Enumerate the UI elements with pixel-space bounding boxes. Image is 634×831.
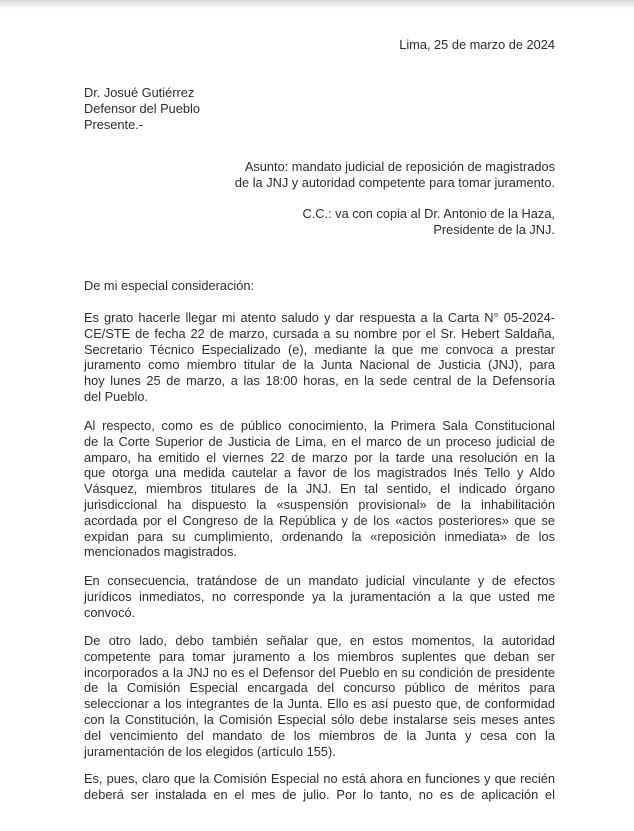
- text-line: C.C.: va con copia al Dr. Antonio de la Haza,: [302, 206, 555, 221]
- carbon-copy-block: [84, 206, 555, 238]
- text-line: jurisdiccional ha dispuesto la «suspensión provisional» de la inhabilitación: [84, 496, 555, 512]
- page-top-shadow: [0, 0, 634, 9]
- text-line: Asunto: mandato judicial de reposición de magistrados: [244, 159, 555, 174]
- text-line: seleccionar a los integrantes de la Junta. Ello es así puesto que, de conformidad: [84, 696, 555, 712]
- text-line: juramento como miembro titular de la Junta Nacional de Justicia (JNJ), para: [84, 357, 555, 373]
- text-line: Al respecto, como es de público conocimiento, la Primera Sala Constitucional: [84, 418, 555, 433]
- text-line: competente para tomar juramento a los miembros suplentes que deban ser: [84, 648, 555, 664]
- text-line: mencionados magistrados.: [84, 544, 237, 560]
- greeting-line: De mi especial consideración:: [84, 278, 254, 293]
- text-line: del vencimiento del mandato de los miembros de la Junta y cesa con la: [84, 727, 555, 743]
- paragraph-3: [84, 573, 555, 620]
- paragraph-1: [84, 310, 555, 405]
- text-line: acordada por el Congreso de la República y de los «actos posteriores» que se: [84, 512, 555, 528]
- recipient-title: Defensor del Pueblo: [84, 100, 200, 116]
- text-line: Es grato hacerle llegar mi atento saludo y dar respuesta a la Carta N° 05-2024-: [84, 310, 555, 325]
- text-line: Es, pues, claro que la Comisión Especial no está ahora en funciones y que recién: [84, 771, 555, 786]
- text-line: Vásquez, miembros titulares de la JNJ. En tal sentido, el indicado órgano: [84, 481, 555, 497]
- text-line: CE/STE de fecha 22 de marzo, cursada a su nombre por el Sr. Hebert Saldaña,: [84, 325, 555, 341]
- text-line: Secretario Técnico Especializado (e), mediante la que me convoca a prestar: [84, 341, 555, 357]
- text-line: juramentación de los elegidos (artículo 155).: [84, 743, 336, 759]
- text-line: que otorga una medida cautelar a favor de los magistrados Inés Tello y Aldo: [84, 465, 555, 481]
- text-line: hoy lunes 25 de marzo, a las 18:00 horas, en la sede central de la Defensoría: [84, 373, 555, 389]
- text-line: con la Constitución, la Comisión Especial sólo debe instalarse seis meses antes: [84, 711, 555, 727]
- text-line: del Pueblo.: [84, 388, 149, 404]
- text-line: de la Corte Superior de Justicia de Lima, en el marco de un proceso judicial de: [84, 433, 555, 449]
- text-line: En consecuencia, tratándose de un mandato judicial vinculante y de efectos: [84, 573, 555, 588]
- text-line: deberá ser instalada en el mes de julio. Por lo tanto, no es de aplicación el: [84, 786, 555, 802]
- text-line: convocó.: [84, 604, 136, 620]
- text-line: Presidente de la JNJ.: [433, 221, 555, 237]
- paragraph-2: [84, 418, 555, 560]
- paragraph-4: [84, 633, 555, 759]
- text-line: jurídicos inmediatos, no corresponde ya la juramentación a la que usted me: [84, 588, 555, 604]
- text-line: expidan para su cumplimiento, ordenando la «reposición inmediata» de los: [84, 528, 555, 544]
- subject-block: [84, 159, 555, 191]
- text-line: incorporados a la JNJ no es el Defensor del Pueblo en su condición de presidente: [84, 664, 555, 680]
- recipient-presente: Presente.-: [84, 116, 144, 132]
- text-line: de la Comisión Especial encargada del concurso público de méritos para: [84, 680, 555, 696]
- text-line: De otro lado, debo también señalar que, en estos momentos, la autoridad: [84, 633, 555, 648]
- recipient-name: Dr. Josué Gutiérrez: [84, 85, 195, 100]
- text-line: amparo, ha emitido el viernes 22 de marzo por la tarde una resolución en la: [84, 449, 555, 465]
- text-line: de la JNJ y autoridad competente para tomar juramento.: [234, 174, 555, 190]
- recipient-block: [84, 85, 555, 132]
- paragraph-5: [84, 771, 555, 803]
- letter-date: Lima, 25 de marzo de 2024: [399, 37, 555, 52]
